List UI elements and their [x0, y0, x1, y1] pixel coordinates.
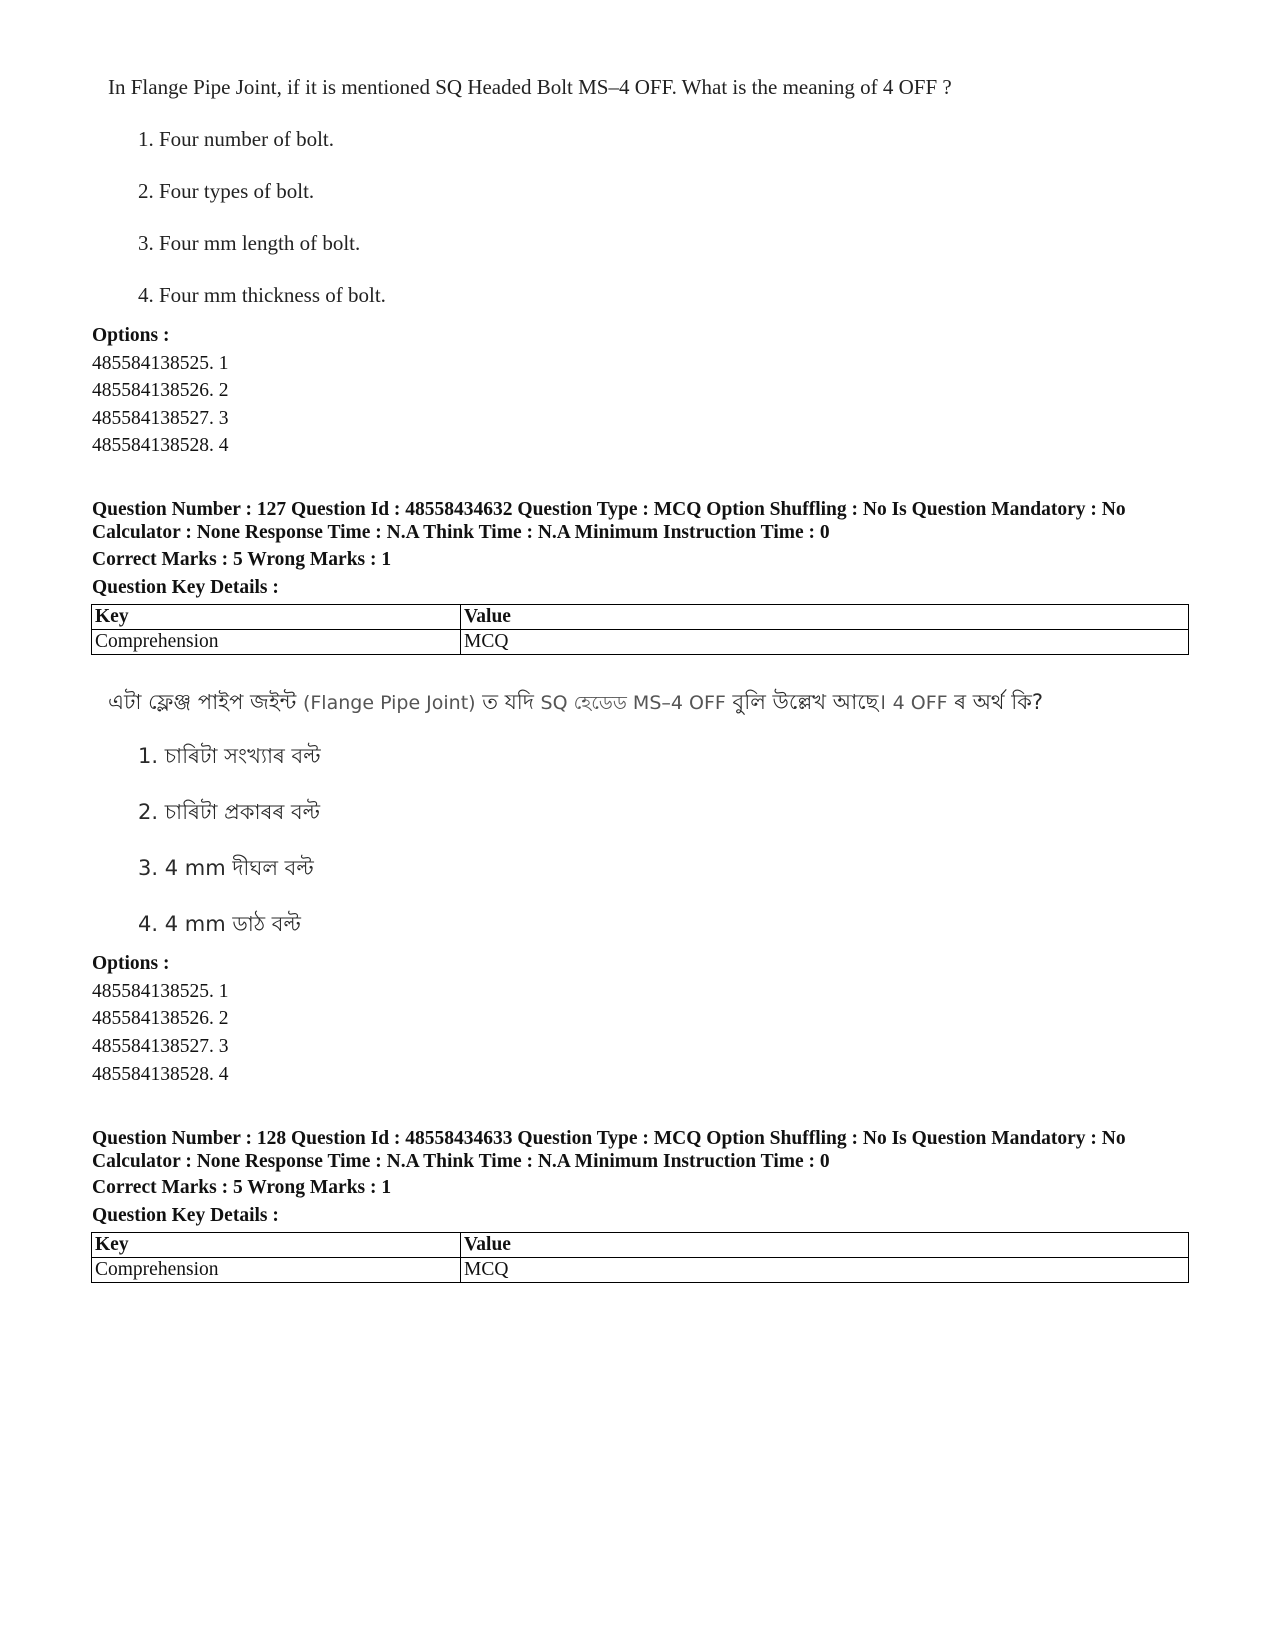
option-id: 485584138525. 1: [92, 353, 229, 374]
choice-2: 2. Four types of bolt.: [138, 179, 315, 203]
option-id: 485584138525. 1: [92, 981, 229, 1002]
stem-segment: ত যদি: [482, 690, 534, 714]
option-id: 485584138528. 4: [92, 1064, 229, 1085]
table-cell-key: Comprehension: [92, 630, 461, 655]
choice-3: 3. Four mm length of bolt.: [138, 231, 361, 255]
key-details-label: Question Key Details :: [92, 577, 279, 598]
options-label: Options :: [92, 953, 170, 974]
table-header-value: Value: [461, 605, 1189, 630]
option-id: 485584138526. 2: [92, 1008, 229, 1029]
options-label: Options :: [92, 325, 170, 346]
key-details-table: [91, 1232, 1189, 1283]
table-cell-value: MCQ: [461, 630, 1189, 655]
table-cell-key: Comprehension: [92, 1258, 461, 1283]
choice-1: 1. Four number of bolt.: [138, 127, 334, 151]
table-header-value: Value: [461, 1233, 1189, 1258]
stem-segment: বুলি উল্লেখ আছে।: [732, 690, 886, 714]
stem-segment: 4 OFF: [892, 692, 948, 714]
option-id: 485584138527. 3: [92, 408, 229, 429]
stem-segment: (Flange Pipe Joint): [302, 692, 476, 714]
choice-2-assamese: 2. চাৰিটা প্ৰকাৰৰ বল্ট: [138, 800, 321, 824]
marks-line: Correct Marks : 5 Wrong Marks : 1: [92, 549, 392, 570]
question-meta: Question Number : 127 Question Id : 48558434632 Question Type : MCQ Option Shuffling : No Is Question Mandatory : No Calculator : None Response Time : N.A Think Time : N.A Minimum Instruction Time : 0: [92, 499, 1126, 543]
stem-segment: এটা ফ্লেঞ্জ পাইপ জইন্ট: [108, 690, 297, 714]
option-id: 485584138528. 4: [92, 435, 229, 456]
marks-line: Correct Marks : 5 Wrong Marks : 1: [92, 1177, 392, 1198]
table-header-key: Key: [92, 1233, 461, 1258]
option-id: 485584138526. 2: [92, 380, 229, 401]
question-meta: Question Number : 128 Question Id : 48558434633 Question Type : MCQ Option Shuffling : No Is Question Mandatory : No Calculator : None Response Time : N.A Think Time : N.A Minimum Instruction Time : 0: [92, 1128, 1126, 1172]
stem-segment: ৰ অৰ্থ কি?: [954, 690, 1044, 714]
choice-4: 4. Four mm thickness of bolt.: [138, 283, 386, 307]
question-stem-english: In Flange Pipe Joint, if it is mentioned SQ Headed Bolt MS–4 OFF. What is the meaning of 4 OFF ?: [108, 75, 952, 99]
table-cell-value: MCQ: [461, 1258, 1189, 1283]
question-stem-assamese: [108, 686, 1043, 721]
stem-segment: SQ হেডেড MS–4 OFF: [540, 692, 726, 714]
choice-3-assamese: 3. 4 mm দীঘল বল্ট: [138, 856, 314, 880]
option-id: 485584138527. 3: [92, 1036, 229, 1057]
choice-1-assamese: 1. চাৰিটা সংখ্যাৰ বল্ট: [138, 744, 321, 768]
key-details-table: [91, 604, 1189, 655]
choice-4-assamese: 4. 4 mm ডাঠ বল্ট: [138, 912, 301, 936]
key-details-label: Question Key Details :: [92, 1205, 279, 1226]
table-header-key: Key: [92, 605, 461, 630]
